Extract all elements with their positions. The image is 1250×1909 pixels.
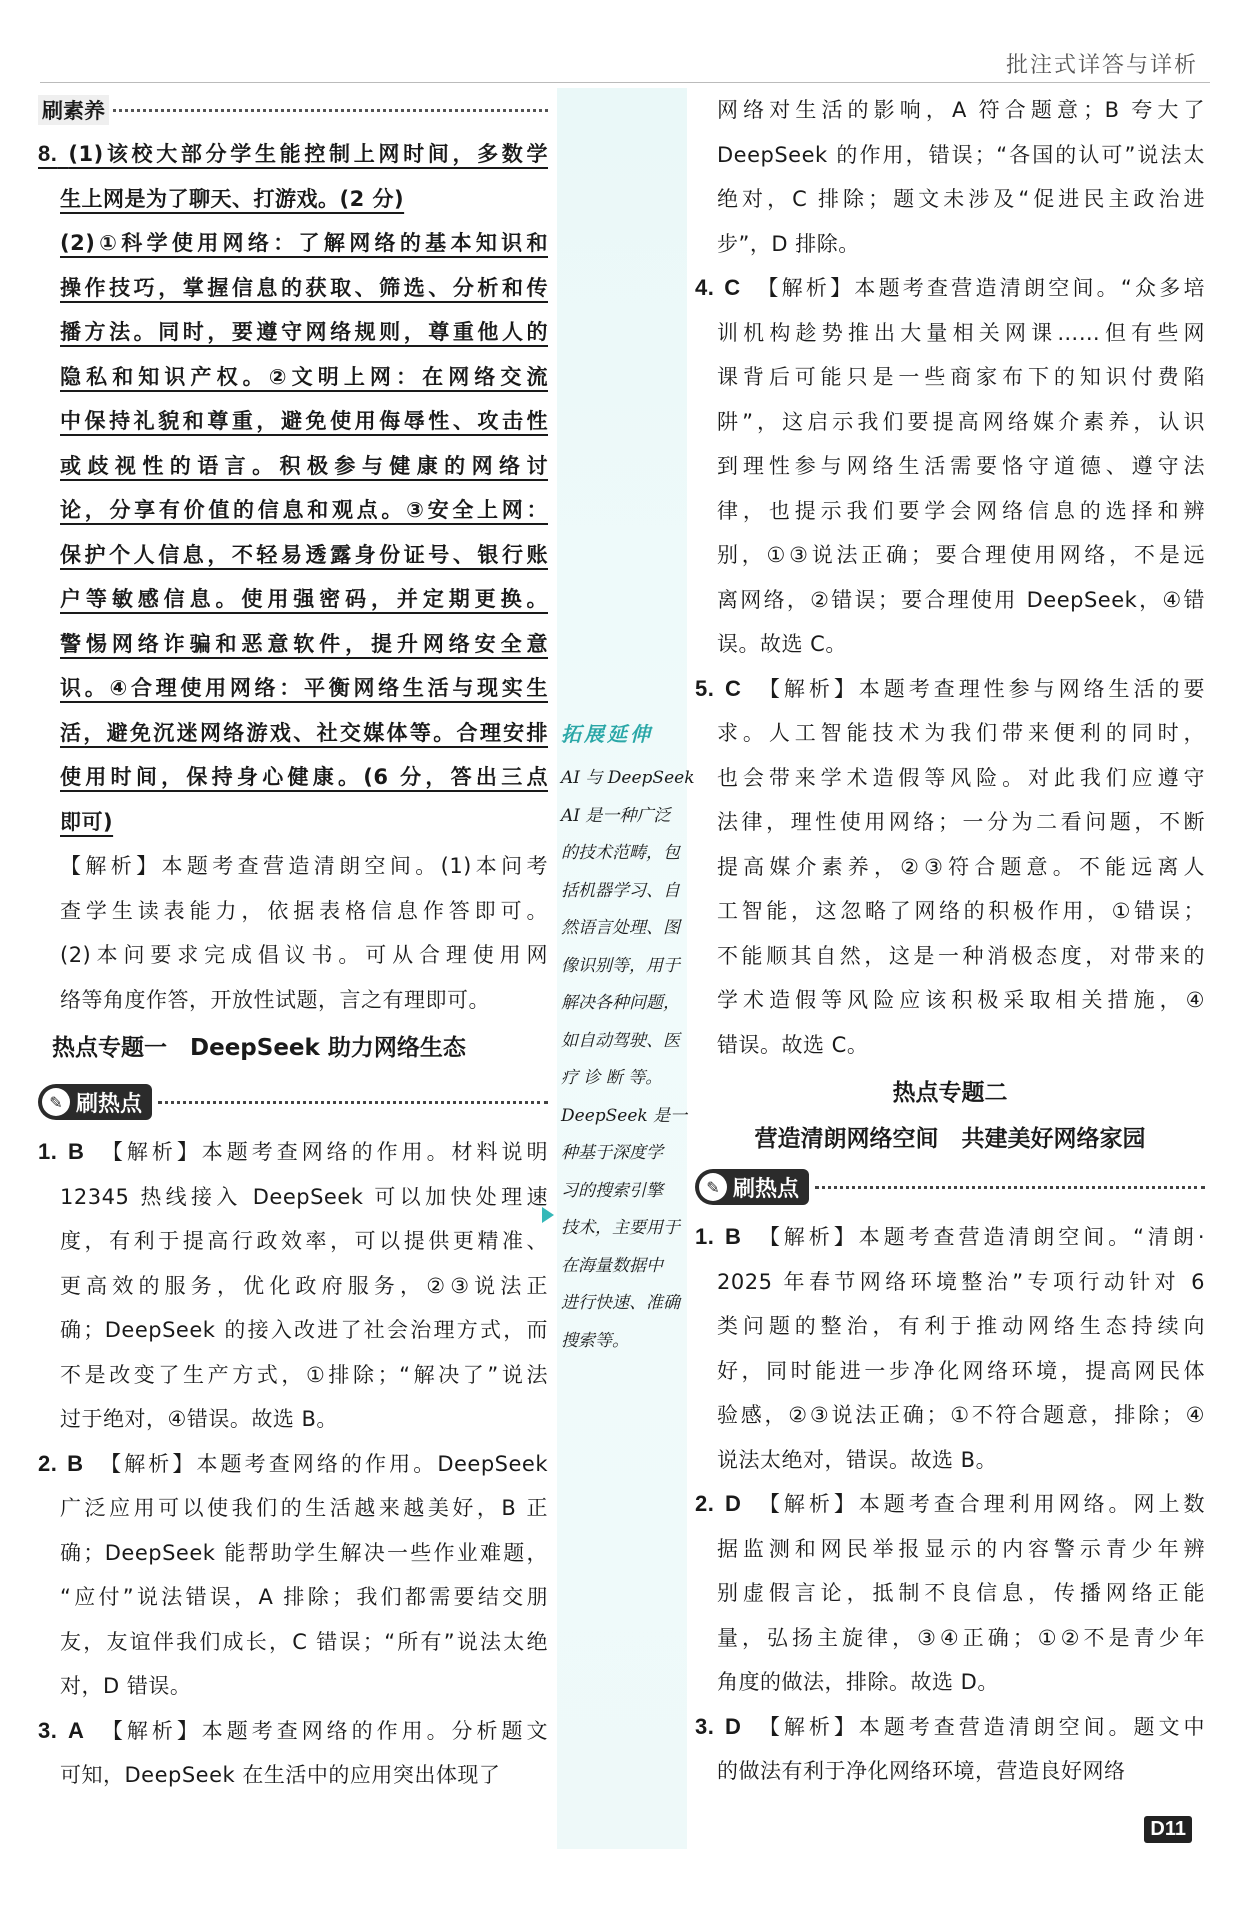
badge-icon: ✎ xyxy=(699,1173,727,1201)
r2-line: 据监测和网民举报显示的内容警示青少年辨 xyxy=(717,1536,1205,1561)
page-number-badge: D11 xyxy=(1144,1816,1192,1843)
q3-line: 可知，DeepSeek 在生活中的应用突出体现了 xyxy=(60,1763,501,1787)
q4-line: 阱”，这启示我们要提高网络媒介素养，认识 xyxy=(717,409,1205,434)
q3-cont-line: 网络对生活的影响，A 符合题意；B 夸大了 xyxy=(717,98,1205,122)
q4-line: 误。故选 C。 xyxy=(717,632,847,656)
q5-line: 5. C 【解析】本题考查理性参与网络生活的要 xyxy=(695,675,1205,701)
q8-line: 8. (1)该校大部分学生能控制上网时间，多数学 xyxy=(38,141,548,166)
extension-title: 拓展延伸 xyxy=(561,722,653,746)
q2-line: 友，友谊伴我们成长，C 错误；“所有”说法太绝 xyxy=(60,1629,548,1654)
question-1 xyxy=(38,1130,548,1442)
extension-line: AI 与 DeepSeek xyxy=(561,768,695,788)
q8-analysis-line: (2)本问要求完成倡议书。可从合理使用网 xyxy=(60,943,548,967)
q4-line: 离网络，②错误；要合理使用 DeepSeek，④错 xyxy=(717,587,1205,612)
r2-line: 角度的做法，排除。故选 D。 xyxy=(717,1670,999,1694)
q1-line: 1. B 【解析】本题考查网络的作用。材料说明 xyxy=(38,1139,548,1164)
right-column xyxy=(695,88,1205,1794)
q3-cont-line: 步”，D 排除。 xyxy=(717,231,860,256)
topic2-heading: 热点专题二 xyxy=(892,1080,1008,1106)
r1-line: 2025 年春节网络环境整治”专项行动针对 6 xyxy=(717,1269,1205,1294)
topic2-question-1 xyxy=(695,1215,1205,1482)
q8-line: 或歧视性的语言。积极参与健康的网络讨 xyxy=(60,453,548,478)
q2-line: 2. B 【解析】本题考查网络的作用。DeepSeek xyxy=(38,1450,548,1476)
r1-line: 说法太绝对，错误。故选 B。 xyxy=(717,1447,998,1472)
topic2-title: 营造清朗网络空间 共建美好网络家园 xyxy=(754,1126,1146,1152)
q1-line: 12345 热线接入 DeepSeek 可以加快处理速 xyxy=(60,1184,548,1209)
question-3-continued xyxy=(695,88,1205,266)
extension-line: DeepSeek 是一 xyxy=(561,1105,688,1126)
q8-line: 生上网是为了聊天、打游戏。(2 分) xyxy=(60,186,405,211)
q2-line: 对，D 错误。 xyxy=(60,1674,192,1698)
r3-line: 3. D 【解析】本题考查营造清朗空间。题文中 xyxy=(695,1713,1205,1739)
section-label-suyang xyxy=(38,88,548,132)
question-8 xyxy=(38,132,548,1022)
extension-line: 种基于深度学 xyxy=(561,1143,663,1163)
q1-line: 不是改变了生产方式，①排除；“解决了”说法 xyxy=(60,1362,548,1387)
q5-line: 也会带来学术造假等风险。对此我们应遵守 xyxy=(717,765,1205,790)
q8-line: 保护个人信息，不轻易透露身份证号、银行账 xyxy=(60,542,548,567)
r3-line: 的做法有利于净化网络环境，营造良好网络 xyxy=(717,1759,1126,1783)
q8-analysis-line: 络等角度作答，开放性试题，言之有理即可。 xyxy=(60,987,490,1012)
hot-label-text: 刷热点 xyxy=(76,1091,143,1117)
hot-label xyxy=(695,1163,1205,1211)
q8-line: 活，避免沉迷网络游戏、社交媒体等。合理安排 xyxy=(60,720,548,745)
badge-icon: ✎ xyxy=(42,1088,70,1116)
dotted-divider xyxy=(113,109,548,112)
q8-analysis-line: 【解析】本题考查营造清朗空间。(1)本问考 xyxy=(60,854,548,878)
extension-box xyxy=(561,716,695,1360)
q8-line: 警惕网络诈骗和恶意软件，提升网络安全意 xyxy=(60,631,548,656)
r2-line: 别虚假言论，抵制不良信息，传播网络正能 xyxy=(717,1581,1205,1605)
topic2-question-3 xyxy=(695,1705,1205,1794)
topic2-question-2 xyxy=(695,1482,1205,1705)
q1-line: 更高效的服务，优化政府服务，②③说法正 xyxy=(60,1273,548,1298)
q3-line: 3. A 【解析】本题考查网络的作用。分析题文 xyxy=(38,1717,548,1743)
pointer-arrow-icon xyxy=(542,1207,554,1223)
extension-line: 疗 诊 断 等。 xyxy=(561,1068,663,1088)
q5-line: 提高媒介素养，②③符合题意。不能远离人 xyxy=(717,854,1205,879)
extension-column xyxy=(557,88,695,1849)
section-label-text: 刷素养 xyxy=(38,95,109,125)
topic1-title: 热点专题一 DeepSeek 助力网络生态 xyxy=(52,1035,466,1061)
hot-badge xyxy=(695,1169,809,1205)
hot-badge xyxy=(38,1084,152,1120)
q4-line: 4. C 【解析】本题考查营造清朗空间。“众多培 xyxy=(695,275,1205,300)
r1-line: 验感，②③说法正确；①不符合题意，排除；④ xyxy=(717,1403,1205,1427)
q4-line: 课背后可能只是一些商家布下的知识付费陷 xyxy=(717,365,1205,389)
q5-line: 法律，理性使用网络；一分为二看问题，不断 xyxy=(717,810,1205,834)
q1-line: 度，有利于提高行政效率，可以提供更精准、 xyxy=(60,1229,548,1253)
extension-line: 括机器学习、自 xyxy=(561,880,680,901)
r2-line: 2. D 【解析】本题考查合理利用网络。网上数 xyxy=(695,1491,1205,1516)
q8-line: 隐私和知识产权。②文明上网：在网络交流 xyxy=(60,364,548,389)
extension-line: AI 是一种广泛 xyxy=(561,805,671,826)
header-divider xyxy=(40,82,1210,83)
q3-cont-line: DeepSeek 的作用，错误；“各国的认可”说法太 xyxy=(717,142,1205,167)
left-column xyxy=(38,88,548,1798)
q2-line: “应付”说法错误，A 排除；我们都需要结交朋 xyxy=(60,1585,548,1609)
q8-line: 操作技巧，掌握信息的获取、筛选、分析和传 xyxy=(60,275,548,300)
q2-line: 确；DeepSeek 能帮助学生解决一些作业难题， xyxy=(60,1540,548,1565)
extension-line: 技术，主要用于 xyxy=(561,1218,680,1238)
hot-label xyxy=(38,1078,548,1126)
q4-line: 别，①③说法正确；要合理使用网络，不是远 xyxy=(717,543,1205,567)
q5-line: 学术造假等风险应该积极采取相关措施，④ xyxy=(717,988,1205,1012)
q3-cont-line: 绝对，C 排除；题文未涉及“促进民主政治进 xyxy=(717,187,1205,211)
q8-line: 论，分享有价值的信息和观点。③安全上网： xyxy=(60,498,548,522)
extension-line: 的技术范畴，包 xyxy=(561,843,680,863)
q8-line: 使用时间，保持身心健康。(6 分，答出三点 xyxy=(60,765,548,789)
q8-line: 识。④合理使用网络：平衡网络生活与现实生 xyxy=(60,676,548,700)
q5-line: 错误。故选 C。 xyxy=(717,1032,869,1057)
extension-line: 搜索等。 xyxy=(561,1330,629,1351)
extension-line: 如自动驾驶、医 xyxy=(561,1030,680,1051)
r1-line: 1. B 【解析】本题考查营造清朗空间。“清朗· xyxy=(695,1224,1205,1249)
q8-line: (2)①科学使用网络：了解网络的基本知识和 xyxy=(60,231,548,255)
q8-line: 中保持礼貌和尊重，避免使用侮辱性、攻击性 xyxy=(60,409,548,433)
dotted-divider xyxy=(158,1101,548,1104)
extension-line: 在海量数据中 xyxy=(561,1255,663,1276)
header-title: 批注式详答与详析 xyxy=(1005,53,1198,78)
q8-line: 户等敏感信息。使用强密码，并定期更换。 xyxy=(60,587,548,611)
q5-line: 不能顺其自然，这是一种消极态度，对带来的 xyxy=(717,943,1205,968)
extension-line: 习的搜索引擎 xyxy=(561,1180,663,1201)
question-5 xyxy=(695,667,1205,1068)
question-2 xyxy=(38,1442,548,1709)
r1-line: 类问题的整治，有利于推动网络生态持续向 xyxy=(717,1314,1205,1338)
hot-label-text: 刷热点 xyxy=(733,1176,800,1202)
q8-analysis-line: 查学生读表能力，依据表格信息作答即可。 xyxy=(60,898,548,923)
q1-line: 确；DeepSeek 的接入改进了社会治理方式，而 xyxy=(60,1318,548,1342)
q8-line: 播方法。同时，要遵守网络规则，尊重他人的 xyxy=(60,320,548,344)
q5-line: 求。人工智能技术为我们带来便利的同时， xyxy=(717,721,1205,745)
q4-line: 律，也提示我们要学会网络信息的选择和辨 xyxy=(717,498,1205,523)
r1-line: 好，同时能进一步净化网络环境，提高网民体 xyxy=(717,1358,1205,1383)
q8-line: 即可) xyxy=(60,809,114,834)
q4-line: 到理性参与网络生活需要恪守道德、遵守法 xyxy=(717,454,1205,478)
q5-line: 工智能，这忽略了网络的积极作用，①错误； xyxy=(717,899,1205,923)
r2-line: 量，弘扬主旋律，③④正确；①②不是青少年 xyxy=(717,1625,1205,1650)
q1-line: 过于绝对，④错误。故选 B。 xyxy=(60,1407,338,1431)
extension-line: 解决各种问题， xyxy=(561,993,680,1013)
extension-line: 像识别等，用于 xyxy=(561,955,680,976)
q2-line: 广泛应用可以使我们的生活越来越美好，B 正 xyxy=(60,1496,548,1520)
extension-line: 进行快速、准确 xyxy=(561,1293,680,1313)
extension-line: 然语言处理、图 xyxy=(561,918,680,938)
question-4 xyxy=(695,266,1205,667)
question-3 xyxy=(38,1709,548,1798)
q4-line: 训机构趁势推出大量相关网课……但有些网 xyxy=(717,320,1205,345)
dotted-divider xyxy=(815,1186,1205,1189)
